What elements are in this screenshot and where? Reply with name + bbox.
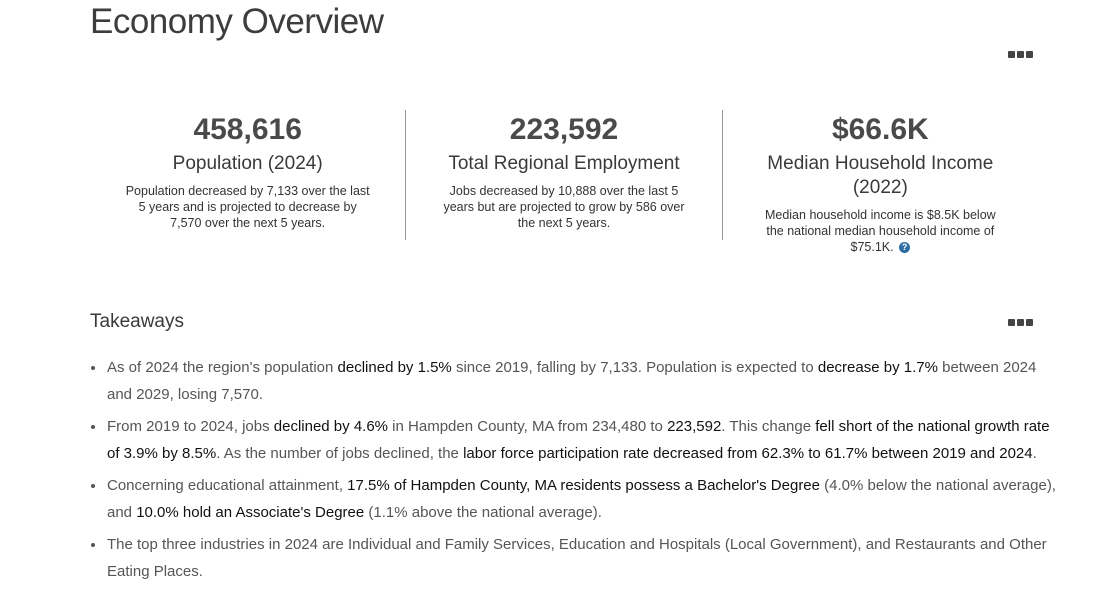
dot (1008, 51, 1015, 58)
page-title: Economy Overview (90, 2, 384, 41)
stat-label: Population (2024) (172, 153, 323, 174)
takeaway-item (107, 354, 1057, 408)
takeaway-text: As of 2024 the region's population (107, 359, 338, 376)
dot (1017, 319, 1024, 326)
stat-population (90, 110, 405, 240)
takeaway-highlight: labor force participation rate decreased from 62.3% to 61.7% between 2019 and 2024 (463, 445, 1033, 462)
takeaway-highlight: declined by 4.6% (273, 418, 389, 435)
takeaway-text: From 2019 to 2024, jobs (107, 418, 274, 435)
takeaways-more-options-icon[interactable] (1007, 317, 1033, 327)
takeaway-text: in Hampden County, MA from 234,480 to (388, 418, 668, 435)
takeaway-highlight: fell short of the national growth rate of 3.9% by 8.5% (107, 418, 1050, 462)
help-icon[interactable]: ? (899, 242, 910, 253)
dot (1026, 51, 1033, 58)
takeaway-text: (4.0% below the national average), and (107, 477, 1056, 521)
stat-label: Median Household Income (2022) (767, 153, 994, 198)
takeaway-text: (1.1% above the national average). (364, 504, 602, 521)
overview-more-options-icon[interactable] (1007, 49, 1033, 59)
stat-description (745, 207, 1016, 255)
takeaway-item (107, 531, 1057, 585)
takeaway-highlight: 17.5% of Hampden County, MA residents possess a Bachelor's Degree (347, 477, 820, 494)
takeaway-text: since 2019, falling by 7,133. Population is expected to (451, 359, 818, 376)
stat-description: Jobs decreased by 10,888 over the last 5 years but are projected to grow by 586 over the next 5 years. (443, 184, 685, 230)
takeaways-list (90, 354, 1057, 590)
takeaway-highlight: declined by 1.5% (337, 359, 452, 376)
stats-row (90, 110, 1038, 254)
takeaway-text: between 2024 and 2029, losing 7,570. (107, 359, 1037, 403)
stat-value: 458,616 (193, 113, 302, 146)
takeaway-highlight: 223,592 (667, 418, 722, 435)
stat-description-text: Median household income is $8.5K below the national median household income of $75.1K. (764, 208, 996, 254)
stat-description: Population decreased by 7,133 over the last 5 years and is projected to decrease by 7,570 over the next 5 years. (125, 184, 370, 230)
takeaways-title: Takeaways (90, 311, 184, 332)
takeaway-text: . As the number of jobs declined, the (216, 445, 464, 462)
stat-value: $66.6K (831, 113, 929, 146)
stat-employment (405, 110, 721, 240)
stat-value: 223,592 (509, 113, 619, 146)
takeaway-text: Concerning educational attainment, (107, 477, 348, 494)
takeaway-highlight: 10.0% hold an Associate's Degree (136, 504, 365, 521)
takeaway-item (107, 472, 1057, 526)
takeaway-text: . (1032, 445, 1037, 462)
dot (1017, 51, 1024, 58)
takeaway-text: . This change (721, 418, 816, 435)
dot (1026, 319, 1033, 326)
stat-label: Total Regional Employment (448, 153, 680, 174)
takeaway-text: The top three industries in 2024 are Individual and Family Services, Education and Hospitals (Local Government), and Restaurants and Other Eating Places. (107, 536, 1047, 580)
takeaway-item (107, 413, 1057, 467)
stat-income (722, 110, 1038, 254)
dot (1008, 319, 1015, 326)
takeaway-highlight: decrease by 1.7% (817, 359, 938, 376)
